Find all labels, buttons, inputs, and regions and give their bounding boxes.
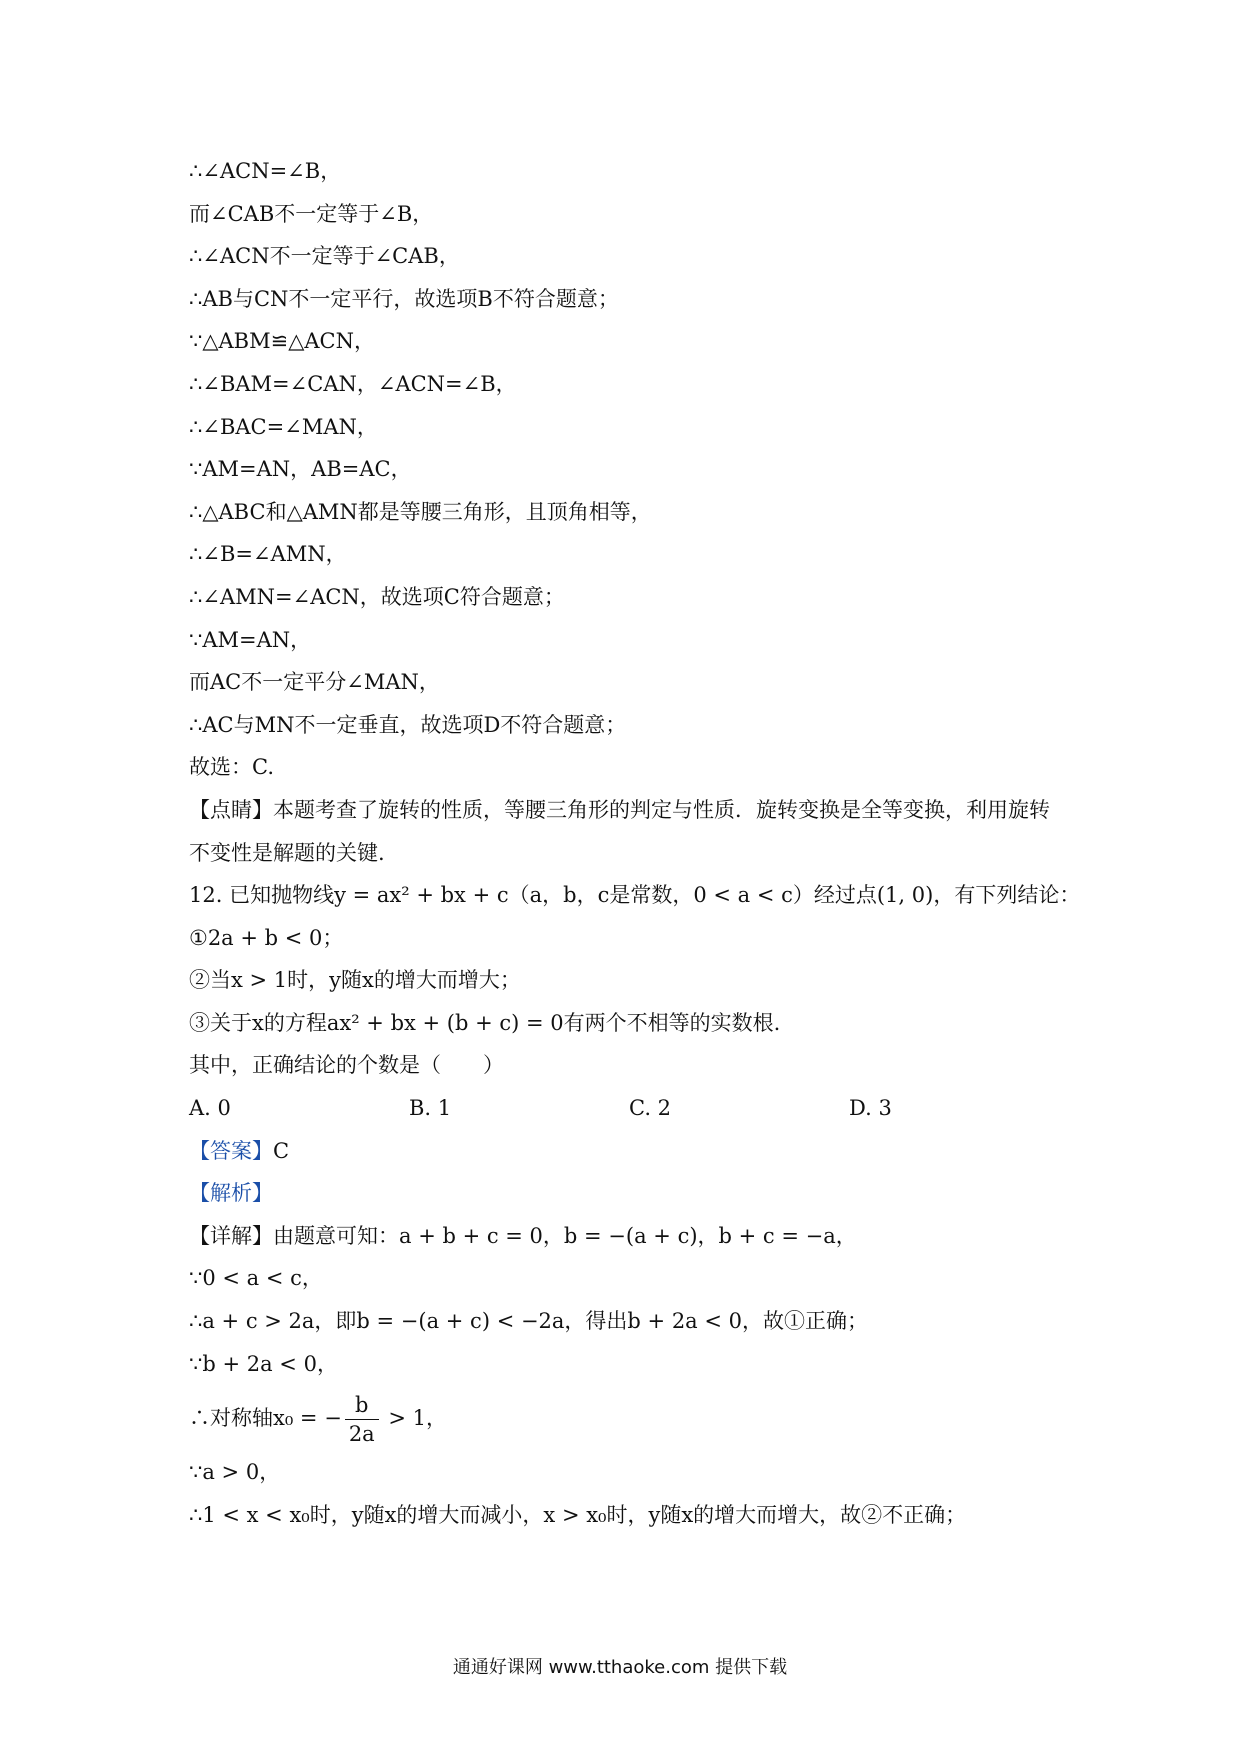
comment-paragraph (189, 789, 1069, 874)
detail-fraction-line (189, 1385, 1069, 1451)
proof-line: 而∠CAB不一定等于∠B， (189, 201, 434, 226)
question-12 (189, 874, 1081, 1130)
proof-line: ∴∠BAM=∠CAN，∠ACN=∠B， (189, 371, 517, 396)
fraction-suffix: > 1， (381, 1406, 448, 1431)
detail-line: ∵b + 2a < 0， (189, 1351, 338, 1376)
answer-choices (189, 1087, 1069, 1130)
question-item: ③关于x的方程ax² + bx + (b + c) = 0有两个不相等的实数根. (189, 1010, 781, 1035)
proof-line: ∵△ABM≌△ACN， (189, 329, 375, 354)
fraction-prefix: ∴对称轴x₀ = − (189, 1406, 342, 1431)
proof-line: ∵AM=AN，AB=AC， (189, 457, 412, 482)
detail-tag: 【详解】 (189, 1223, 273, 1248)
proof-line: 而AC不一定平分∠MAN， (189, 670, 440, 695)
detail-line: ∴1 < x < x₀时，y随x的增大而减小，x > x₀时，y随x的增大而增大，故②不正确； (189, 1502, 967, 1527)
proof-line: ∴∠BAC=∠MAN， (189, 414, 378, 439)
question-item: ①2a + b < 0； (189, 925, 344, 950)
detail-line: ∵0 < a < c， (189, 1266, 323, 1291)
proof-line: ∴AB与CN不一定平行，故选项B不符合题意； (189, 286, 619, 311)
choice-b: B. 1 (409, 1096, 452, 1121)
proof-lines (189, 150, 1069, 789)
proof-line: ∴AC与MN不一定垂直，故选项D不符合题意； (189, 712, 627, 737)
proof-line: ∴∠B=∠AMN， (189, 542, 347, 567)
detail-first-line (189, 1215, 1069, 1258)
proof-line: ∴∠ACN不一定等于∠CAB， (189, 244, 460, 269)
choice-a: A. 0 (189, 1096, 231, 1121)
choice-d: D. 3 (849, 1096, 892, 1121)
proof-line: ∴△ABC和△AMN都是等腰三角形，且顶角相等， (189, 499, 652, 524)
fraction (345, 1391, 379, 1448)
proof-line: ∵AM=AN， (189, 627, 312, 652)
detail-line: ∴a + c > 2a，即b = −(a + c) < −2a，得出b + 2a < 0，故①正确； (189, 1309, 869, 1334)
detail-line: ∵a > 0， (189, 1460, 281, 1485)
answer-value: C (273, 1138, 290, 1163)
answer-line (189, 1130, 1069, 1173)
detail-section (189, 1215, 1069, 1537)
proof-line: 故选：C. (189, 755, 274, 780)
analysis-tag: 【解析】 (189, 1181, 273, 1206)
question-item: ②当x > 1时，y随x的增大而增大； (189, 968, 521, 993)
comment-tag: 【点睛】 (189, 797, 273, 822)
question-prompt: 其中，正确结论的个数是（ ） (189, 1053, 504, 1078)
choice-c: C. 2 (629, 1096, 672, 1121)
detail-first-text: 由题意可知：a + b + c = 0，b = −(a + c)，b + c = −a， (273, 1223, 857, 1248)
proof-line: ∴∠ACN=∠B， (189, 159, 342, 183)
page-footer: 通通好课网 www.tthaoke.com 提供下载 (452, 1657, 788, 1678)
question-stem: 12. 已知抛物线y = ax² + bx + c（a，b，c是常数，0 < a < c）经过点(1, 0)，有下列结论： (189, 883, 1081, 908)
fraction-denominator: 2a (348, 1422, 375, 1447)
proof-line: ∴∠AMN=∠ACN，故选项C符合题意； (189, 584, 565, 609)
answer-tag: 【答案】 (189, 1138, 273, 1163)
fraction-numerator: b (345, 1391, 379, 1420)
document-body (189, 150, 1081, 1536)
comment-text: 本题考查了旋转的性质，等腰三角形的判定与性质．旋转变换是全等变换，利用旋转不变性是解题的关键. (189, 797, 1050, 865)
